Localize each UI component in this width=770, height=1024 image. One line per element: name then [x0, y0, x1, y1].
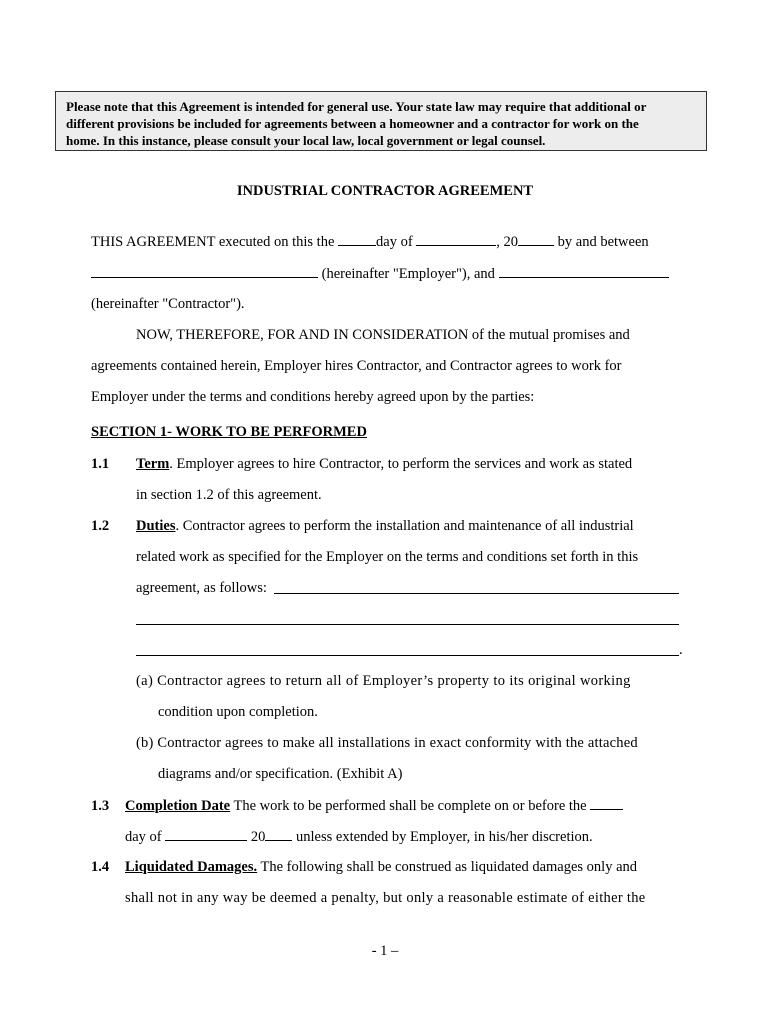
clause-text: day of	[125, 829, 166, 845]
employer-name-blank[interactable]	[91, 264, 318, 278]
intro-line-6: Employer under the terms and conditions hereby agreed upon by the parties:	[91, 389, 535, 405]
intro-text: by and between	[554, 234, 649, 250]
clause-text: The following shall be construed as liquidated damages only and	[257, 859, 638, 875]
clause-text: . Employer agrees to hire Contractor, to perform the services and work as stated	[169, 456, 633, 472]
clause-text: 20	[247, 829, 266, 845]
clause-1-2-line-3	[136, 579, 267, 597]
year-blank[interactable]	[518, 232, 554, 246]
duties-blank-line-1[interactable]	[274, 593, 679, 594]
intro-line-1	[91, 232, 649, 251]
contractor-name-blank[interactable]	[499, 264, 669, 278]
clause-1-4	[91, 858, 637, 876]
intro-line-3: (hereinafter "Contractor").	[91, 296, 245, 312]
day-blank[interactable]	[338, 232, 376, 246]
month-blank[interactable]	[416, 232, 496, 246]
clause-1-1-line-2: in section 1.2 of this agreement.	[136, 487, 322, 503]
subclause-b-line-1: (b) Contractor agrees to make all installations in exact conformity with the attached	[136, 735, 638, 751]
clause-term: Term	[136, 456, 170, 472]
subclause-b-line-2: diagrams and/or specification. (Exhibit A)	[158, 766, 403, 782]
completion-year-blank[interactable]	[265, 827, 292, 841]
duties-period: .	[679, 642, 683, 658]
duties-blank-line-2[interactable]	[136, 624, 679, 625]
clause-number: 1.1	[91, 456, 110, 472]
clause-term: Liquidated Damages.	[125, 859, 258, 875]
page-number: - 1 –	[371, 943, 399, 959]
clause-1-1	[91, 455, 632, 473]
subclause-a-line-2: condition upon completion.	[158, 704, 318, 720]
intro-text: , 20	[496, 234, 519, 250]
intro-line-2	[91, 264, 669, 283]
completion-month-blank[interactable]	[165, 827, 247, 841]
clause-number: 1.3	[91, 798, 110, 814]
intro-line-4: NOW, THEREFORE, FOR AND IN CONSIDERATION of the mutual promises and	[136, 327, 630, 343]
agreement-title: INDUSTRIAL CONTRACTOR AGREEMENT	[236, 183, 534, 199]
clause-number: 1.4	[91, 859, 110, 875]
clause-1-3	[91, 796, 623, 815]
subclause-a-line-1: (a) Contractor agrees to return all of Employer’s property to its original working	[136, 673, 631, 689]
notice-line-1: Please note that this Agreement is intended for general use. Your state law may require that additional or	[66, 99, 647, 114]
general-use-notice-box	[55, 91, 707, 151]
intro-text: (hereinafter "Employer"), and	[318, 266, 499, 282]
clause-text: agreement, as follows:	[136, 580, 267, 596]
intro-text: THIS AGREEMENT executed on this the	[91, 234, 339, 250]
completion-day-blank[interactable]	[590, 796, 623, 810]
intro-text: day of	[376, 234, 417, 250]
section-1-heading: SECTION 1- WORK TO BE PERFORMED	[91, 424, 367, 440]
clause-term: Completion Date	[125, 798, 231, 814]
notice-line-2: different provisions be included for agreements between a homeowner and a contractor for work on the	[66, 116, 639, 131]
clause-text: unless extended by Employer, in his/her discretion.	[292, 829, 593, 845]
clause-number: 1.2	[91, 518, 110, 534]
clause-1-2-line-2: related work as specified for the Employer on the terms and conditions set forth in this	[136, 549, 639, 565]
clause-1-3-line-2	[125, 827, 593, 846]
clause-text: . Contractor agrees to perform the installation and maintenance of all industrial	[175, 518, 634, 534]
clause-1-4-line-2: shall not in any way be deemed a penalty, but only a reasonable estimate of either the	[125, 890, 646, 906]
clause-term: Duties	[136, 518, 176, 534]
clause-1-2	[91, 517, 634, 535]
intro-line-5: agreements contained herein, Employer hires Contractor, and Contractor agrees to work for	[91, 358, 622, 374]
clause-text: The work to be performed shall be complete on or before the	[230, 798, 591, 814]
duties-blank-line-3[interactable]	[136, 655, 679, 656]
notice-line-3: home. In this instance, please consult your local law, local government or legal counsel.	[66, 133, 546, 148]
